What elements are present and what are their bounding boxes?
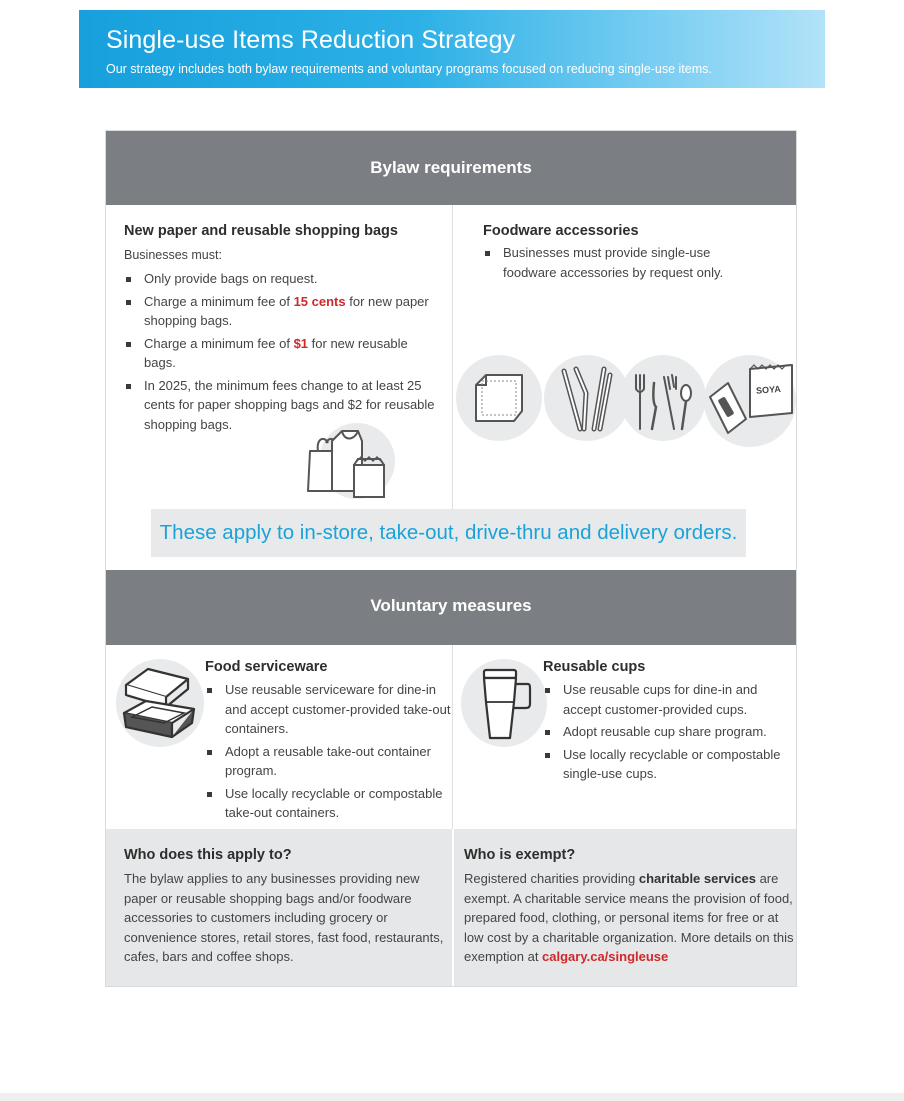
strategy-card — [105, 130, 797, 987]
exemption-link[interactable]: calgary.ca/singleuse — [542, 949, 669, 964]
page-title: Single-use Items Reduction Strategy — [106, 26, 516, 54]
takeout-containers-icon — [118, 661, 204, 747]
condiment-packets-icon — [706, 357, 796, 437]
serviceware-item: Use locally recyclable or compostable take-out containers. — [205, 784, 453, 823]
serviceware-heading: Food serviceware — [205, 659, 328, 675]
charitable-services-term: charitable services — [638, 871, 756, 886]
serviceware-item: Adopt a reusable take-out container program. — [205, 742, 453, 781]
cutlery-icon — [630, 363, 696, 435]
shopping-bags-icon — [302, 421, 397, 501]
exempt-heading: Who is exempt? — [464, 847, 576, 863]
cups-heading: Reusable cups — [543, 659, 646, 675]
cups-item: Adopt reusable cup share program. — [543, 722, 798, 742]
bylaw-band-title: Bylaw requirements — [370, 158, 532, 177]
bags-heading: New paper and reusable shopping bags — [124, 223, 398, 239]
soya-label: SOYA — [755, 383, 782, 396]
bylaw-column-divider — [452, 205, 453, 509]
foodware-heading: Foodware accessories — [483, 223, 639, 239]
bags-item: Charge a minimum fee of 15 cents for new paper shopping bags. — [124, 292, 439, 331]
voluntary-band — [106, 570, 796, 645]
voluntary-band-title: Voluntary measures — [370, 596, 532, 615]
info-section — [106, 829, 796, 986]
fee-highlight: 15 cents — [293, 293, 346, 309]
bags-list — [124, 269, 439, 437]
info-divider — [452, 829, 454, 986]
foodware-list — [483, 243, 753, 285]
bags-item: Only provide bags on request. — [124, 269, 439, 289]
who-body: The bylaw applies to any businesses providing new paper or reusable shopping bags and/or foodware accessories to customers including grocery or convenience stores, retail stores, fast food, restaurants, cafes, bars and coffee shops. — [124, 871, 444, 964]
scope-callout: These apply to in-store, take-out, drive-thru and delivery orders. — [151, 509, 746, 557]
foodware-item: Businesses must provide single-use foodware accessories by request only. — [483, 243, 753, 282]
napkin-icon — [468, 367, 530, 429]
cups-item: Use locally recyclable or compostable single-use cups. — [543, 745, 798, 784]
serviceware-list — [205, 680, 453, 826]
straws-icon — [554, 363, 620, 435]
exempt-body: Registered charities providing charitable services are exempt. A charitable service means the provision of food, prepared food, clothing, or personal items for free or at low cost by a charitable organization. More details on this exemption at calgary.ca/singleuse — [464, 871, 794, 964]
who-heading: Who does this apply to? — [124, 847, 292, 863]
bylaw-band — [106, 131, 796, 205]
page-subtitle: Our strategy includes both bylaw requirements and voluntary programs focused on reducing single-use items. — [106, 62, 712, 76]
fee-highlight: $1 — [293, 335, 309, 351]
bags-item: In 2025, the minimum fees change to at least 25 cents for paper shopping bags and $2 for reusable shopping bags. — [124, 376, 439, 435]
page-bottom-strip — [0, 1093, 904, 1101]
bags-item: Charge a minimum fee of $1 for new reusable bags. — [124, 334, 439, 373]
cups-item: Use reusable cups for dine-in and accept customer-provided cups. — [543, 680, 798, 719]
cups-list — [543, 680, 798, 787]
serviceware-item: Use reusable serviceware for dine-in and accept customer-provided take-out containers. — [205, 680, 453, 739]
bags-intro: Businesses must: — [124, 248, 222, 262]
page-header — [79, 10, 825, 88]
reusable-cup-icon — [476, 666, 536, 746]
